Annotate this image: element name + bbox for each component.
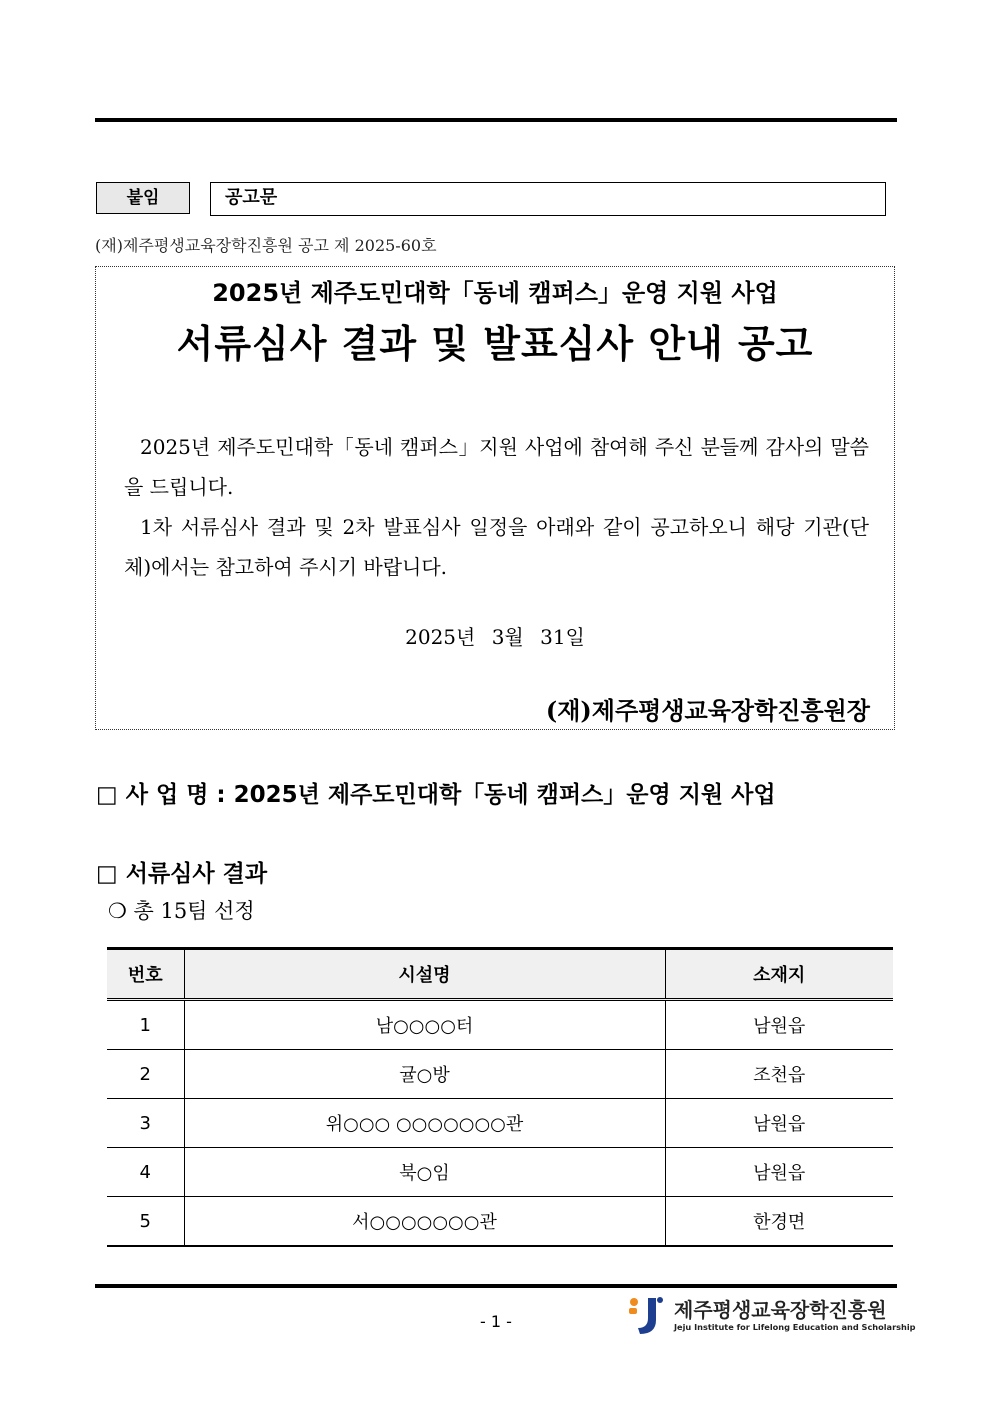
cell-number: 3 <box>107 1099 184 1148</box>
notice-date: 2025년 3월 31일 <box>405 625 585 649</box>
bottom-rule <box>95 1284 897 1288</box>
notice-subtitle: 2025년 제주도민대학「동네 캠퍼스」운영 지원 사업 <box>212 279 778 307</box>
cell-number: 4 <box>107 1148 184 1197</box>
cell-facility: 남○○○○터 <box>184 1000 665 1050</box>
table-row <box>107 1050 893 1099</box>
institute-logo <box>626 1294 916 1336</box>
review-result-heading: □ 서류심사 결과 <box>96 861 268 887</box>
page-number: - 1 - <box>480 1312 512 1331</box>
cell-location: 남원읍 <box>665 1099 893 1148</box>
header-facility: 시설명 <box>184 949 665 1000</box>
cell-facility: 귤○방 <box>184 1050 665 1099</box>
notice-signer: (재)제주평생교육장학진흥원장 <box>545 696 870 725</box>
cell-number: 2 <box>107 1050 184 1099</box>
table-row <box>107 1148 893 1197</box>
cell-location: 남원읍 <box>665 1148 893 1197</box>
header-number: 번호 <box>107 949 184 1000</box>
notice-paragraph-2: 1차 서류심사 결과 및 2차 발표심사 일정을 아래와 같이 공고하오니 해당 기관(단체)에서는 참고하여 주시기 바랍니다. <box>124 515 869 579</box>
cell-location: 남원읍 <box>665 1000 893 1050</box>
notice-box <box>95 266 895 730</box>
notice-title: 서류심사 결과 및 발표심사 안내 공고 <box>176 322 814 366</box>
project-name-heading: □ 사 업 명 : 2025년 제주도민대학「동네 캠퍼스」운영 지원 사업 <box>96 782 776 808</box>
result-table <box>107 947 893 1247</box>
attachment-value: 공고문 <box>210 182 886 216</box>
cell-facility: 서○○○○○○○관 <box>184 1197 665 1247</box>
header-location: 소재지 <box>665 949 893 1000</box>
table-row <box>107 1197 893 1247</box>
selection-count: ❍ 총 15팀 선정 <box>108 899 255 923</box>
table-header-row <box>107 949 893 1000</box>
cell-facility: 위○○○ ○○○○○○○관 <box>184 1099 665 1148</box>
institute-logo-icon <box>626 1294 670 1336</box>
attachment-label: 붙임 <box>96 182 190 214</box>
notice-number: (재)제주평생교육장학진흥원 공고 제 2025-60호 <box>95 236 437 255</box>
cell-number: 5 <box>107 1197 184 1247</box>
logo-english: Jeju Institute for Lifelong Education and Scholarship <box>674 1322 916 1332</box>
cell-location: 한경면 <box>665 1197 893 1247</box>
top-rule <box>95 118 897 122</box>
table-row <box>107 1000 893 1050</box>
notice-paragraph-1: 2025년 제주도민대학「동네 캠퍼스」지원 사업에 참여해 주신 분들께 감사의 말씀을 드립니다. <box>124 435 869 499</box>
cell-facility: 북○임 <box>184 1148 665 1197</box>
logo-name: 제주평생교육장학진흥원 <box>674 1298 887 1322</box>
table-row <box>107 1099 893 1148</box>
cell-number: 1 <box>107 1000 184 1050</box>
cell-location: 조천읍 <box>665 1050 893 1099</box>
